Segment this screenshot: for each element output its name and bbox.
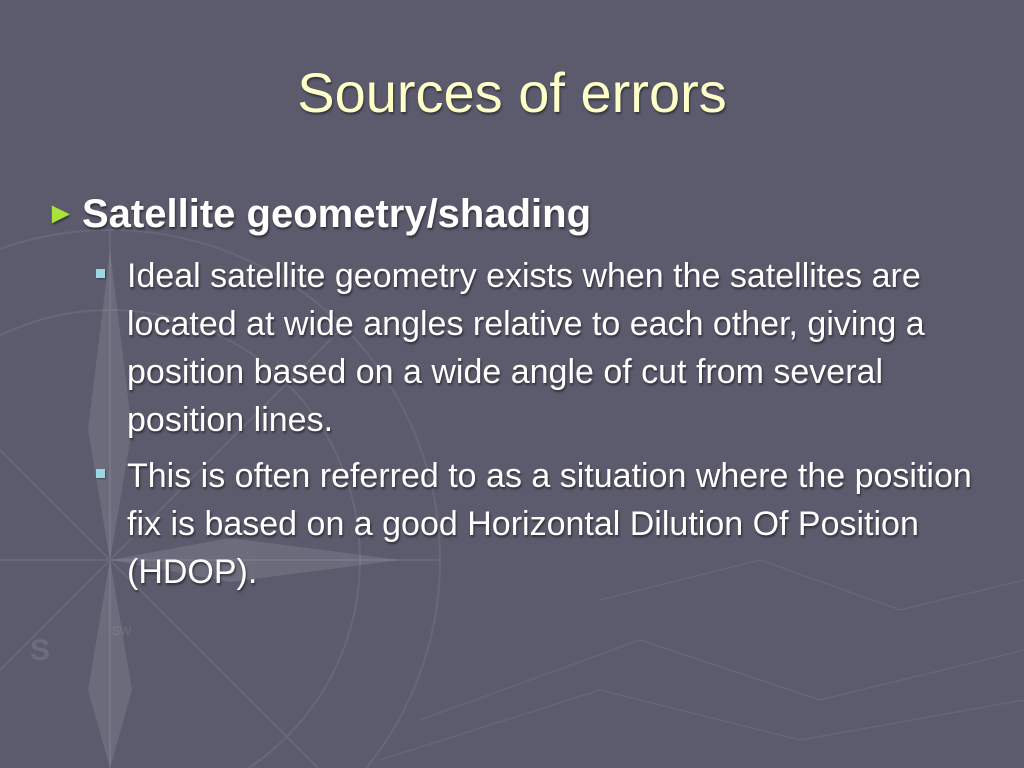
square-bullet-icon	[96, 469, 105, 478]
sub-bullet-hdop	[96, 452, 986, 596]
bullet-level-1	[46, 190, 986, 238]
slide-title: Sources of errors	[297, 61, 727, 124]
triangle-right-icon: ►	[46, 197, 76, 230]
sub-bullet-text: Ideal satellite geometry exists when the satellites are located at wide angles relative to each other, giving a position based on a wide angle of cut from several position lines.	[127, 257, 925, 439]
compass-small-label: SW	[112, 624, 132, 638]
compass-letter: S	[30, 634, 51, 667]
square-bullet-icon	[96, 269, 105, 278]
bullet-level-1-text: Satellite geometry/shading	[82, 192, 592, 236]
sub-bullet-ideal-geometry	[96, 252, 986, 444]
sub-bullet-text: This is often referred to as a situation where the position fix is based on a good Horizontal Dilution Of Position (HDOP).	[127, 457, 972, 591]
